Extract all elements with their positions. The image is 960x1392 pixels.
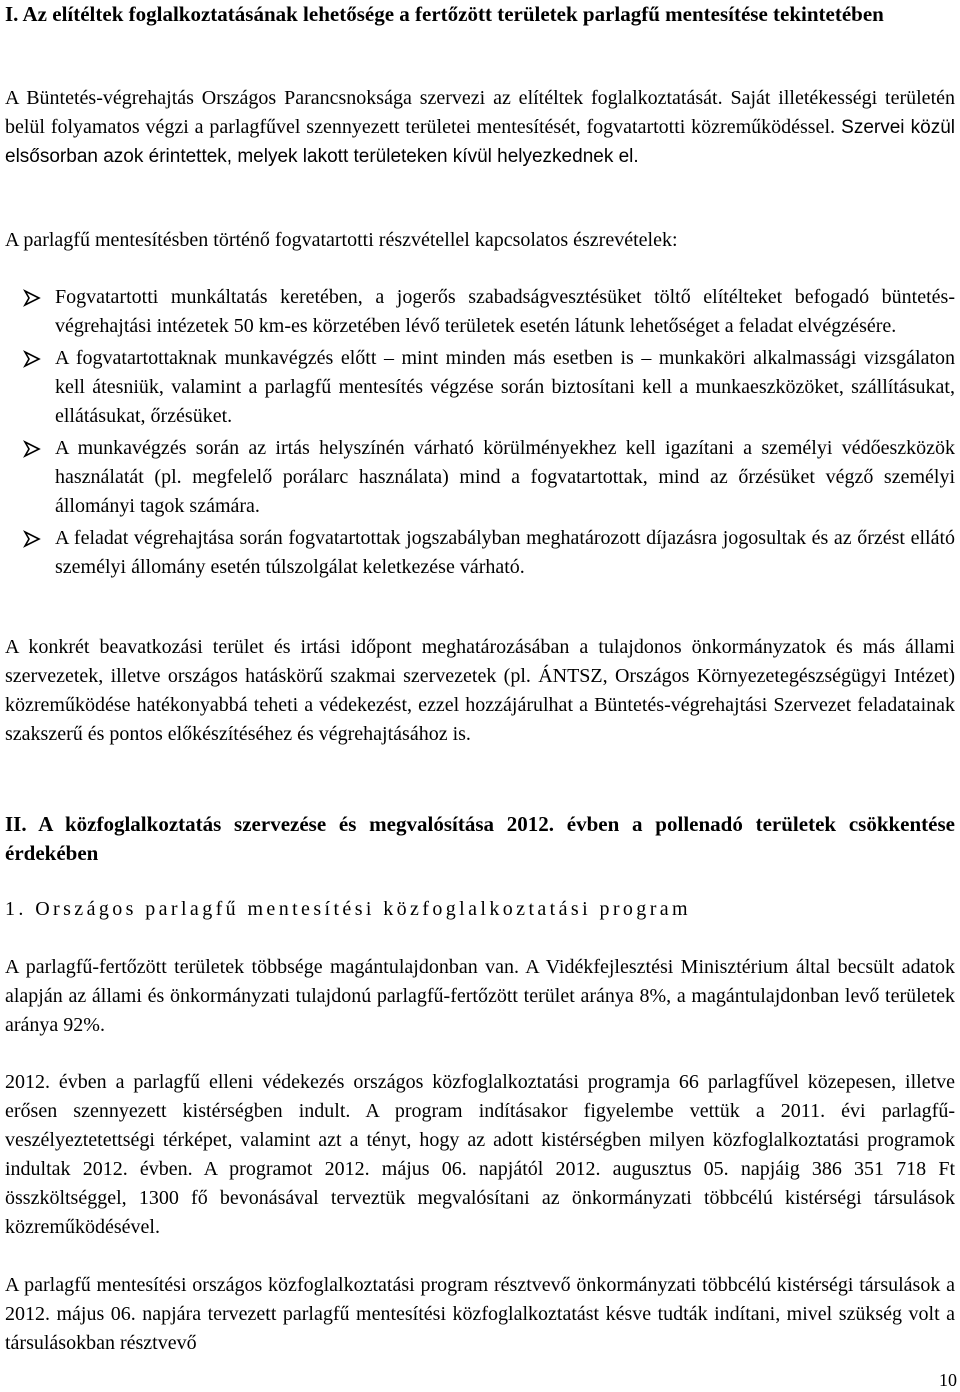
section-1-paragraph-2: A parlagfű mentesítésben történő fogvatartotti részvétellel kapcsolatos észrevételek: xyxy=(5,229,678,251)
list-item-text: A munkavégzés során az irtás helyszínén várható körülményekhez kell igazítani a személyi védőeszközök használatát (pl. megfelelő porálarc használata) mind a fogvatartottak, mind az őrzésüket végző személyi állományi tagok számára. xyxy=(55,437,955,517)
list-item xyxy=(5,434,955,521)
section-1-paragraph-1 xyxy=(5,84,955,171)
arrow-bullet-icon xyxy=(23,289,41,307)
list-item-text: A fogvatartottaknak munkavégzés előtt – mint minden más esetben is – munkaköri alkalmassági vizsgálaton kell átesniük, valamint a parlagfű mentesítés végzése során biztosítani kell a munkaeszközöket, szállításukat, ellátásukat, őrzésüket. xyxy=(55,347,955,427)
section-1-heading: I. Az elítéltek foglalkoztatásának lehetősége a fertőzött területek parlagfű mentesítése tekintetében xyxy=(5,2,884,26)
arrow-bullet-icon xyxy=(23,440,41,458)
paragraph-1-serif-text: A Büntetés-végrehajtás Országos Parancsnoksága szervezi az elítéltek foglalkoztatását. Saját illetékességi területén belül folyamatos végzi a parlagfűvel szennyezett területei mentesítését, fogvatartotti közreműködéssel. xyxy=(5,87,955,138)
section-2-paragraph-2: 2012. évben a parlagfű elleni védekezés országos közfoglalkoztatási programja 66 parlagfűvel közepesen, illetve erősen szennyezett kistérségben indult. A program indításakor figyelembe vettük a 2011. évi parlagfű-veszélyeztetettségi térképet, valamint azt a tényt, hogy az adott kistérségben milyen közfoglalkoztatási programok indultak 2012. évben. A programot 2012. május 06. napjától 2012. augusztus 05. napjáig 386 351 718 Ft összköltséggel, 1300 fő bevonásával terveztük megvalósítani az önkormányzati többcélú kistérségi társulások közreműködésével. xyxy=(5,1071,955,1238)
arrow-bullet-icon xyxy=(23,530,41,548)
section-1-paragraph-3: A konkrét beavatkozási terület és irtási időpont meghatározásában a tulajdonos önkormányzatok és más állami szervezetek, illetve országos hatáskörű szakmai szervezetek (pl. ÁNTSZ, Országos Környezetegészségügyi Intézet) közreműködése hatékonyabbá teheti a védekezést, ezzel hozzájárulhat a Büntetés-végrehajtási Szervezet feladatainak szakszerű és pontos előkészítéséhez és végrehajtásához is. xyxy=(5,636,955,745)
page-number: 10 xyxy=(939,1370,957,1390)
bullet-list xyxy=(5,283,955,582)
section-2-subheading: 1. Országos parlagfű mentesítési közfoglalkoztatási program xyxy=(5,898,691,920)
paragraph-1-sans-text: Szervei közül elsősorban azok érintettek, melyek lakott területeken kívül helyezkednek el. xyxy=(5,117,955,167)
section-2-paragraph-3: A parlagfű mentesítési országos közfoglalkoztatási program résztvevő önkormányzati többcélú kistérségi társulások a 2012. május 06. napjára tervezett parlagfű mentesítési közfoglalkoztatást késve tudták indítani, mivel szükség volt a társulásokban résztvevő xyxy=(5,1274,955,1354)
list-item xyxy=(5,524,955,582)
section-2-paragraph-1: A parlagfű-fertőzött területek többsége magántulajdonban van. A Vidékfejlesztési Minisztérium által becsült adatok alapján az állami és önkormányzati tulajdonú parlagfű-fertőzött terület aránya 8%, a magántulajdonban levő területek aránya 92%. xyxy=(5,956,955,1036)
list-item-text: A feladat végrehajtása során fogvatartottak jogszabályban meghatározott díjazásra jogosultak és az őrzést ellátó személyi állomány esetén túlszolgálat keletkezése várható. xyxy=(55,527,955,578)
list-item xyxy=(5,344,955,431)
section-2-heading: II. A közfoglalkoztatás szervezése és megvalósítása 2012. évben a pollenadó területek csökkentése érdekében xyxy=(5,812,955,865)
list-item-text: Fogvatartotti munkáltatás keretében, a jogerős szabadságvesztésüket töltő elítélteket befogadó büntetés-végrehajtási intézetek 50 km-es körzetében lévő területek esetén látunk lehetőséget a feladat elvégzésére. xyxy=(55,286,955,337)
list-item xyxy=(5,283,955,341)
arrow-bullet-icon xyxy=(23,350,41,368)
